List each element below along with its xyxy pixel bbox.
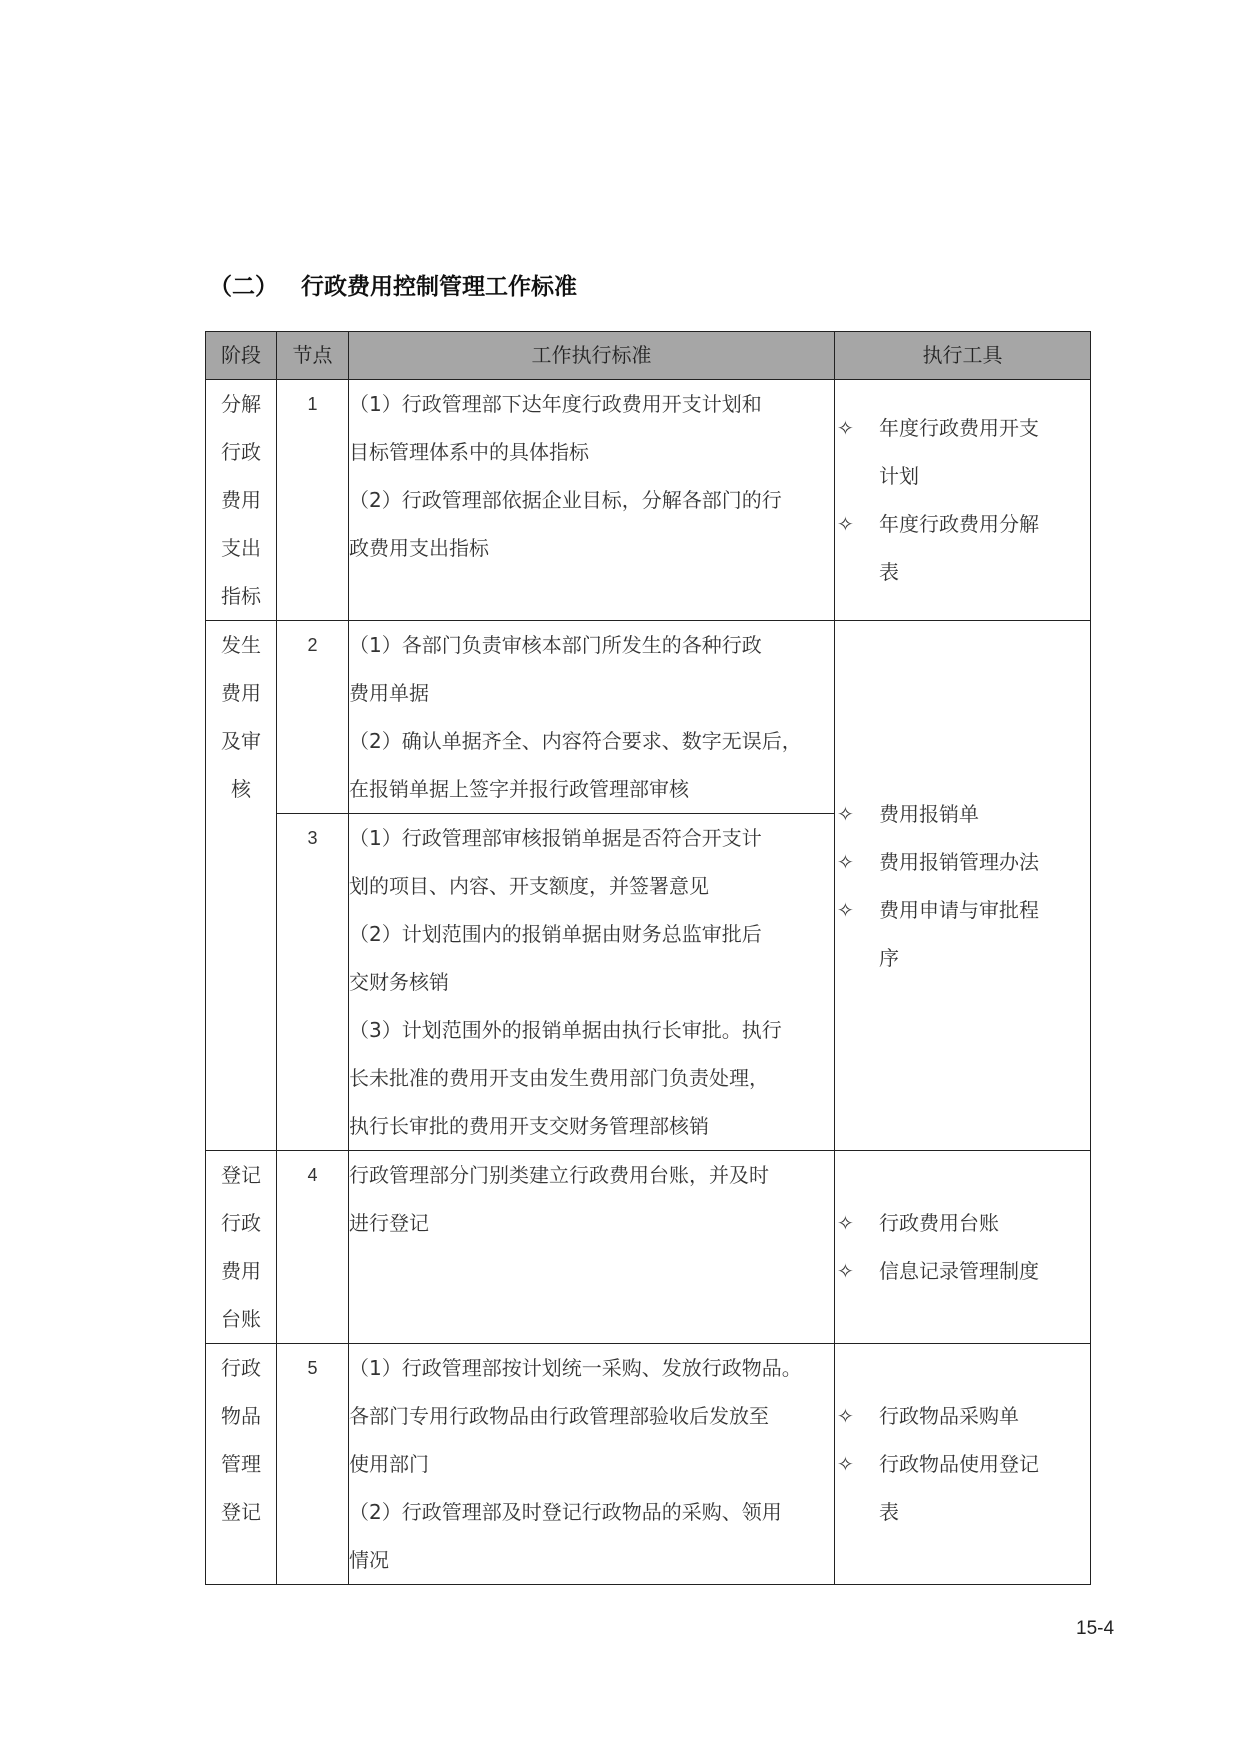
tool-item xyxy=(835,404,1090,500)
standard-line: 情况 xyxy=(349,1548,389,1572)
standard-line: （1）行政管理部下达年度行政费用开支计划和 xyxy=(349,392,762,416)
header-stage: 阶段 xyxy=(206,332,277,380)
section-title xyxy=(209,268,577,301)
page-number: 15-4 xyxy=(1076,1618,1115,1639)
standard-line: 在报销单据上签字并报行政管理部审核 xyxy=(349,777,689,801)
tool-item xyxy=(835,1199,1090,1247)
stage-text: 及审 xyxy=(221,729,261,753)
standard-cell xyxy=(349,621,835,814)
diamond-bullet-icon: ✧ xyxy=(837,1452,854,1476)
tool-text: 行政物品采购单 xyxy=(879,1404,1019,1428)
standard-line: （2）行政管理部依据企业目标，分解各部门的行 xyxy=(349,488,782,512)
node-cell: 5 xyxy=(277,1344,349,1585)
tool-text: 行政费用台账 xyxy=(879,1211,999,1235)
tool-item xyxy=(835,1247,1090,1295)
standard-line: （1）行政管理部审核报销单据是否符合开支计 xyxy=(349,826,762,850)
stage-text: 管理 xyxy=(221,1452,261,1476)
diamond-bullet-icon: ✧ xyxy=(837,1211,854,1235)
stage-text: 发生 xyxy=(221,633,261,657)
diamond-bullet-icon: ✧ xyxy=(837,801,854,826)
node-cell: 4 xyxy=(277,1151,349,1344)
stage-text: 指标 xyxy=(221,584,261,608)
diamond-bullet-icon: ✧ xyxy=(837,897,854,922)
tools-cell xyxy=(835,1344,1091,1585)
stage-text: 行政 xyxy=(221,1356,261,1380)
tool-text: 年度行政费用开支 xyxy=(879,416,1039,440)
tool-item xyxy=(835,790,1090,838)
tool-item xyxy=(835,838,1090,886)
standard-cell xyxy=(349,1151,835,1344)
standard-line: 交财务核销 xyxy=(349,970,449,994)
work-standard-table xyxy=(205,331,1091,1585)
standard-line: 行政管理部分门别类建立行政费用台账，并及时 xyxy=(349,1163,769,1187)
stage-text: 支出 xyxy=(221,536,261,560)
standard-line: （3）计划范围外的报销单据由执行长审批。执行 xyxy=(349,1018,782,1042)
tools-cell xyxy=(835,1151,1091,1344)
standard-line: 进行登记 xyxy=(349,1211,429,1235)
stage-text: 登记 xyxy=(221,1163,261,1187)
stage-text: 行政 xyxy=(221,1211,261,1235)
standard-cell xyxy=(349,814,835,1151)
tool-text: 表 xyxy=(879,1500,899,1524)
standard-line: 长未批准的费用开支由发生费用部门负责处理， xyxy=(349,1066,769,1090)
tool-item xyxy=(835,500,1090,596)
stage-text: 台账 xyxy=(221,1307,261,1331)
tool-item xyxy=(835,886,1090,982)
table-row xyxy=(206,380,1091,621)
header-standard: 工作执行标准 xyxy=(349,332,835,380)
tool-text: 费用申请与审批程 xyxy=(879,897,1039,922)
standard-cell xyxy=(349,1344,835,1585)
stage-text: 费用 xyxy=(221,488,261,512)
tool-text: 序 xyxy=(879,945,899,970)
tools-cell xyxy=(835,621,1091,1151)
tool-text: 费用报销管理办法 xyxy=(879,849,1039,874)
section-heading: 行政费用控制管理工作标准 xyxy=(301,274,577,300)
header-node: 节点 xyxy=(277,332,349,380)
standard-line: （2）计划范围内的报销单据由财务总监审批后 xyxy=(349,922,762,946)
tool-text: 计划 xyxy=(879,464,919,488)
header-tools: 执行工具 xyxy=(835,332,1091,380)
table-row xyxy=(206,1344,1091,1585)
standard-line: 划的项目、内容、开支额度，并签署意见 xyxy=(349,874,709,898)
node-cell: 2 xyxy=(277,621,349,814)
standard-line: 各部门专用行政物品由行政管理部验收后发放至 xyxy=(349,1404,769,1428)
stage-cell xyxy=(206,380,277,621)
stage-text: 费用 xyxy=(221,1259,261,1283)
standard-line: 使用部门 xyxy=(349,1452,429,1476)
stage-cell xyxy=(206,621,277,1151)
tool-text: 费用报销单 xyxy=(879,801,979,826)
tool-text: 表 xyxy=(879,560,899,584)
table-header-row xyxy=(206,332,1091,380)
section-number: （二） xyxy=(209,274,278,300)
table-row xyxy=(206,1151,1091,1344)
node-cell: 3 xyxy=(277,814,349,1151)
tool-text: 信息记录管理制度 xyxy=(879,1259,1039,1283)
stage-text: 登记 xyxy=(221,1500,261,1524)
tool-text: 年度行政费用分解 xyxy=(879,512,1039,536)
stage-text: 费用 xyxy=(221,681,261,705)
standard-line: 执行长审批的费用开支交财务管理部核销 xyxy=(349,1114,709,1138)
diamond-bullet-icon: ✧ xyxy=(837,416,854,440)
node-cell: 1 xyxy=(277,380,349,621)
stage-text: 行政 xyxy=(221,440,261,464)
diamond-bullet-icon: ✧ xyxy=(837,1404,854,1428)
diamond-bullet-icon: ✧ xyxy=(837,849,854,874)
table-row xyxy=(206,621,1091,814)
standard-line: （1）行政管理部按计划统一采购、发放行政物品。 xyxy=(349,1356,802,1380)
stage-text: 核 xyxy=(231,777,251,801)
tool-item xyxy=(835,1392,1090,1440)
tool-text: 行政物品使用登记 xyxy=(879,1452,1039,1476)
standard-cell xyxy=(349,380,835,621)
standard-line: （2）确认单据齐全、内容符合要求、数字无误后， xyxy=(349,729,802,753)
diamond-bullet-icon: ✧ xyxy=(837,512,854,536)
stage-cell xyxy=(206,1344,277,1585)
standard-line: （2）行政管理部及时登记行政物品的采购、领用 xyxy=(349,1500,782,1524)
standard-line: （1）各部门负责审核本部门所发生的各种行政 xyxy=(349,633,762,657)
stage-text: 分解 xyxy=(221,392,261,416)
tool-item xyxy=(835,1440,1090,1536)
standard-line: 目标管理体系中的具体指标 xyxy=(349,440,589,464)
diamond-bullet-icon: ✧ xyxy=(837,1259,854,1283)
standard-line: 费用单据 xyxy=(349,681,429,705)
stage-cell xyxy=(206,1151,277,1344)
standard-line: 政费用支出指标 xyxy=(349,536,489,560)
stage-text: 物品 xyxy=(221,1404,261,1428)
tools-cell xyxy=(835,380,1091,621)
